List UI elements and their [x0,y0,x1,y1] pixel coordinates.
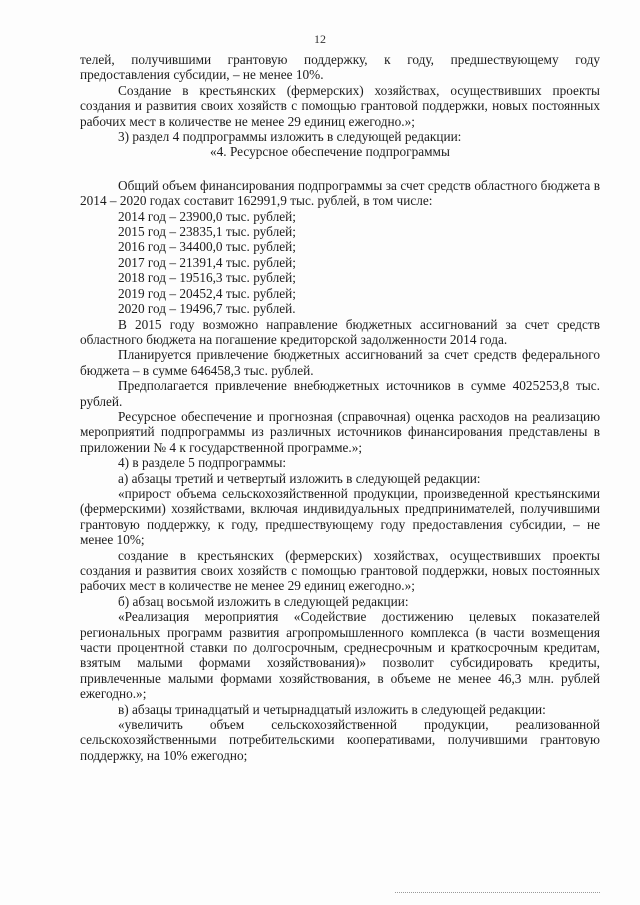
section-heading: «4. Ресурсное обеспечение подпрограммы [210,144,450,160]
blank-line [80,160,600,178]
year-line-2018: 2018 год – 19516,3 тыс. рублей; [118,270,296,286]
paragraph-cooperatives: «увеличить объем сельскохозяйственной продукции, реализованной сельскохозяйственными потребительскими кооперативами, получившими грантовую поддержку, на 10% ежегодно; [80,717,600,763]
year-line-2016: 2016 год – 34400,0 тыс. рублей; [118,239,296,255]
footer-rule [395,892,600,893]
paragraph-section5: 4) в разделе 5 подпрограммы: [118,455,287,471]
document-body [80,52,600,763]
paragraph-extrabudget: Предполагается привлечение внебюджетных источников в сумме 4025253,8 тыс. рублей. [80,378,600,409]
paragraph-2015-debt: В 2015 году возможно направление бюджетных ассигнований за счет средств областного бюджета на погашение кредиторской задолженности 2014 года. [80,316,600,347]
page-number: 12 [314,32,326,46]
year-line-2014: 2014 год – 23900,0 тыс. рублей; [118,208,296,224]
year-line-2015: 2015 год – 23835,1 тыс. рублей; [118,224,296,240]
paragraph-resource-estimate: Ресурсное обеспечение и прогнозная (справочная) оценка расходов на реализацию мероприятий подпрограммы из различных источников финансирования представлены в приложении № 4 к государственной программе.»; [80,408,600,455]
paragraph-federal: Планируется привлечение бюджетных ассигнований за счет средств федерального бюджета – в сумме 646458,3 тыс. рублей. [80,347,600,378]
year-line-2020: 2020 год – 19496,7 тыс. рублей. [118,301,296,317]
paragraph-item-a: а) абзацы третий и четвертый изложить в следующей редакции: [118,470,481,486]
paragraph-continuation: телей, получившими грантовую поддержку, к году, предшествующему году предоставления субсидии, – не менее 10%. [80,52,600,83]
paragraph-item-c: в) абзацы тринадцатый и четырнадцатый изложить в следующей редакции: [118,701,546,717]
paragraph-jobs-2: создание в крестьянских (фермерских) хозяйствах, осуществивших проекты создания и развития своих хозяйств с помощью грантовой поддержки, новых постоянных рабочих мест в количестве не менее 29 единиц ежегодно.»; [80,547,600,594]
paragraph-credit: «Реализация мероприятия «Содействие достижению целевых показателей региональных программ развития агропромышленного комплекса (в части возмещения части процентной ставки по долгосрочным, среднесрочным и краткосрочным кредитам, взятым малыми формами хозяйствования)» позволит субсидировать кредиты, привлеченные малыми формами хозяйствования, в объеме не менее 46,3 млн. рублей ежегодно.»; [80,609,600,702]
paragraph-item-b: б) абзац восьмой изложить в следующей редакции: [118,593,409,609]
paragraph-growth: «прирост объема сельскохозяйственной продукции, произведенной крестьянскими (фермерскими) хозяйствами, включая индивидуальных предпринимателей, получившими грантовую поддержку, к году, предшествующему году предоставления субсидии, – не менее 10%; [80,485,600,548]
paragraph-funding: Общий объем финансирования подпрограммы за счет средств областного бюджета в 2014 – 2020 годах составит 162991,9 тыс. рублей, в том числе: [80,177,600,209]
paragraph-jobs: Создание в крестьянских (фермерских) хозяйствах, осуществивших проекты создания и развития своих хозяйств с помощью грантовой поддержки, новых постоянных рабочих мест в количестве не менее 29 единиц ежегодно.»; [80,82,600,129]
year-line-2019: 2019 год – 20452,4 тыс. рублей; [118,285,296,301]
paragraph-section4-intro: 3) раздел 4 подпрограммы изложить в следующей редакции: [118,129,462,145]
year-line-2017: 2017 год – 21391,4 тыс. рублей; [118,254,296,270]
